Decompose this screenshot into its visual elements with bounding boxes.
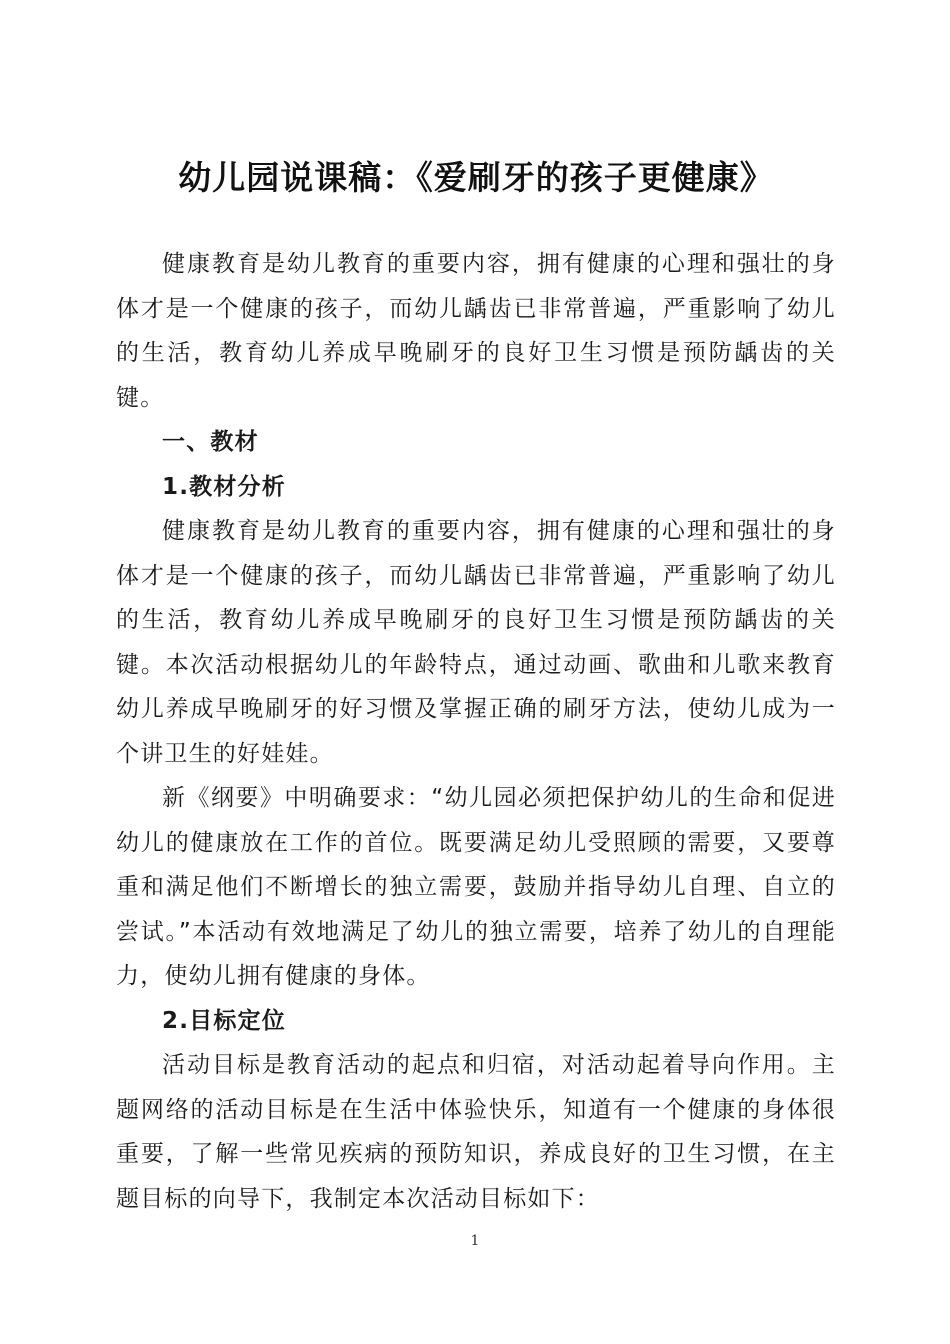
- subsection-heading-analysis: 1.教材分析: [162, 473, 286, 500]
- intro-paragraph: 健康教育是幼儿教育的重要内容，拥有健康的心理和强壮的身体才是一个健康的孩子，而幼儿龋齿已非常普遍，严重影响了幼儿的生活，教育幼儿养成早晚刷牙的良好卫生习惯是预防龋齿的关键。: [116, 251, 836, 411]
- analysis-paragraph-2: 新《纲要》中明确要求：“幼儿园必须把保护幼儿的生命和促进幼儿的健康放在工作的首位。既要满足幼儿受照顾的需要，又要尊重和满足他们不断增长的独立需要，鼓励并指导幼儿自理、自立的尝试。”本活动有效地满足了幼儿的独立需要，培养了幼儿的自理能力，使幼儿拥有健康的身体。: [116, 785, 836, 989]
- goals-paragraph-1: 活动目标是教育活动的起点和归宿，对活动起着导向作用。主题网络的活动目标是在生活中体验快乐，知道有一个健康的身体很重要，了解一些常见疾病的预防知识，养成良好的卫生习惯，在主题目标的向导下，我制定本次活动目标如下：: [116, 1052, 836, 1212]
- section-heading-textbook: 一、教材: [162, 429, 259, 455]
- page-number: 1: [470, 1233, 480, 1249]
- analysis-paragraph-1: 健康教育是幼儿教育的重要内容，拥有健康的心理和强壮的身体才是一个健康的孩子，而幼儿龋齿已非常普遍，严重影响了幼儿的生活，教育幼儿养成早晚刷牙的良好卫生习惯是预防龋齿的关键。本次活动根据幼儿的年龄特点，通过动画、歌曲和儿歌来教育幼儿养成早晚刷牙的好习惯及掌握正确的刷牙方法，使幼儿成为一个讲卫生的好娃娃。: [116, 518, 836, 767]
- document-body: [116, 242, 836, 1221]
- subsection-heading-goals: 2.目标定位: [162, 1007, 286, 1034]
- document-title: 幼儿园说课稿：《爱刷牙的孩子更健康》: [178, 158, 774, 197]
